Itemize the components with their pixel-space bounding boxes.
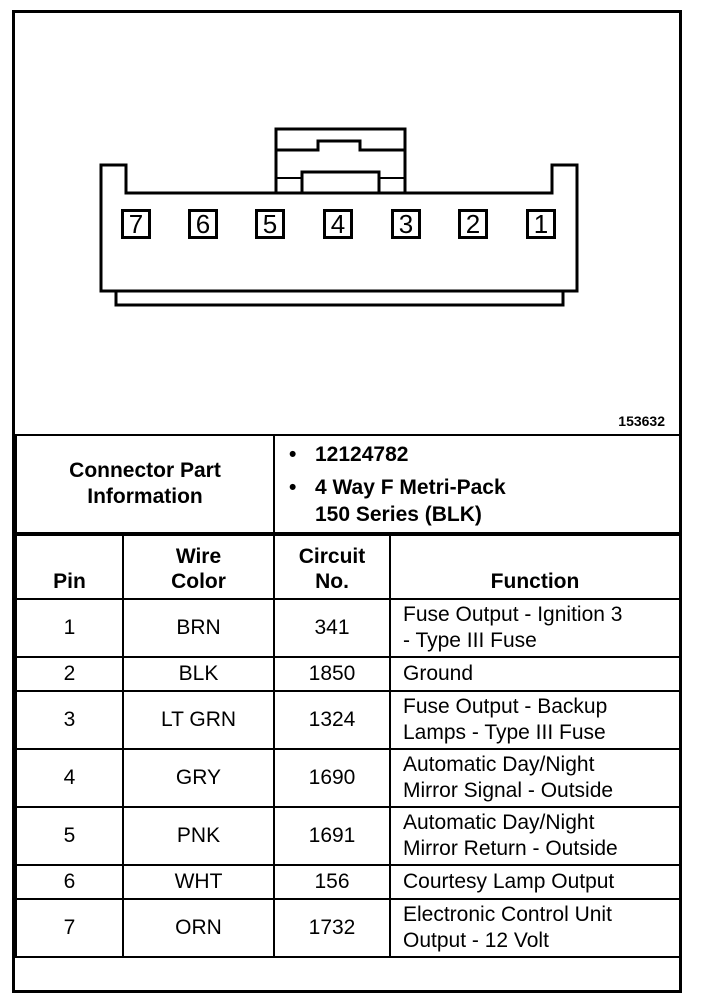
wire-color: PNK: [123, 807, 274, 865]
figure-id: 153632: [618, 413, 665, 429]
header-function: Function: [390, 535, 680, 599]
header-circuit: Circuit No.: [274, 535, 390, 599]
connector-part-info: [15, 434, 681, 534]
table-row: [16, 807, 680, 865]
pin-number: 4: [16, 749, 123, 807]
circuit-number: 341: [274, 599, 390, 657]
circuit-number: 156: [274, 865, 390, 899]
wire-color: ORN: [123, 899, 274, 957]
pin-table-header: [16, 535, 680, 599]
pin-cavity-5: 5: [255, 209, 285, 239]
pin-cavity-6: 6: [188, 209, 218, 239]
circuit-number: 1732: [274, 899, 390, 957]
part-info-values: [274, 435, 680, 533]
locking-tab: [276, 129, 405, 193]
pin-function: Automatic Day/Night Mirror Signal - Outside: [390, 749, 680, 807]
pin-number: 6: [16, 865, 123, 899]
table-row: [16, 657, 680, 691]
locking-tab-ridge: [276, 141, 405, 150]
pin-cavity-7: 7: [121, 209, 151, 239]
pin-cavity-4: 4: [323, 209, 353, 239]
pin-number: 1: [16, 599, 123, 657]
circuit-number: 1691: [274, 807, 390, 865]
header-pin: Pin: [16, 535, 123, 599]
locking-tab-window: [302, 172, 379, 193]
pin-table: [15, 534, 681, 958]
pin-function: Courtesy Lamp Output: [390, 865, 680, 899]
connector-rail: [116, 291, 563, 305]
wire-color: GRY: [123, 749, 274, 807]
pin-number: 3: [16, 691, 123, 749]
pin-cavity-2: 2: [458, 209, 488, 239]
table-row: [16, 749, 680, 807]
table-row: [16, 599, 680, 657]
part-info-label: Connector Part Information: [16, 435, 274, 533]
circuit-number: 1850: [274, 657, 390, 691]
wire-color: WHT: [123, 865, 274, 899]
pin-function: Electronic Control Unit Output - 12 Volt: [390, 899, 680, 957]
diagram-frame: [12, 10, 682, 993]
table-row: [16, 899, 680, 957]
table-row: [16, 865, 680, 899]
pin-function: Automatic Day/Night Mirror Return - Outside: [390, 807, 680, 865]
pin-cavity-1: 1: [526, 209, 556, 239]
pin-cavity-3: 3: [391, 209, 421, 239]
pin-function: Fuse Output - Ignition 3 - Type III Fuse: [390, 599, 680, 657]
pin-function: Ground: [390, 657, 680, 691]
table-row: [16, 691, 680, 749]
header-wire-color: Wire Color: [123, 535, 274, 599]
part-description: • 4 Way F Metri-Pack 150 Series (BLK): [315, 474, 679, 528]
part-number: • 12124782: [315, 441, 679, 468]
pin-number: 7: [16, 899, 123, 957]
pin-function: Fuse Output - Backup Lamps - Type III Fuse: [390, 691, 680, 749]
circuit-number: 1690: [274, 749, 390, 807]
connector-diagram: [15, 13, 679, 434]
circuit-number: 1324: [274, 691, 390, 749]
wire-color: BLK: [123, 657, 274, 691]
wire-color: BRN: [123, 599, 274, 657]
pin-number: 2: [16, 657, 123, 691]
wire-color: LT GRN: [123, 691, 274, 749]
pin-number: 5: [16, 807, 123, 865]
